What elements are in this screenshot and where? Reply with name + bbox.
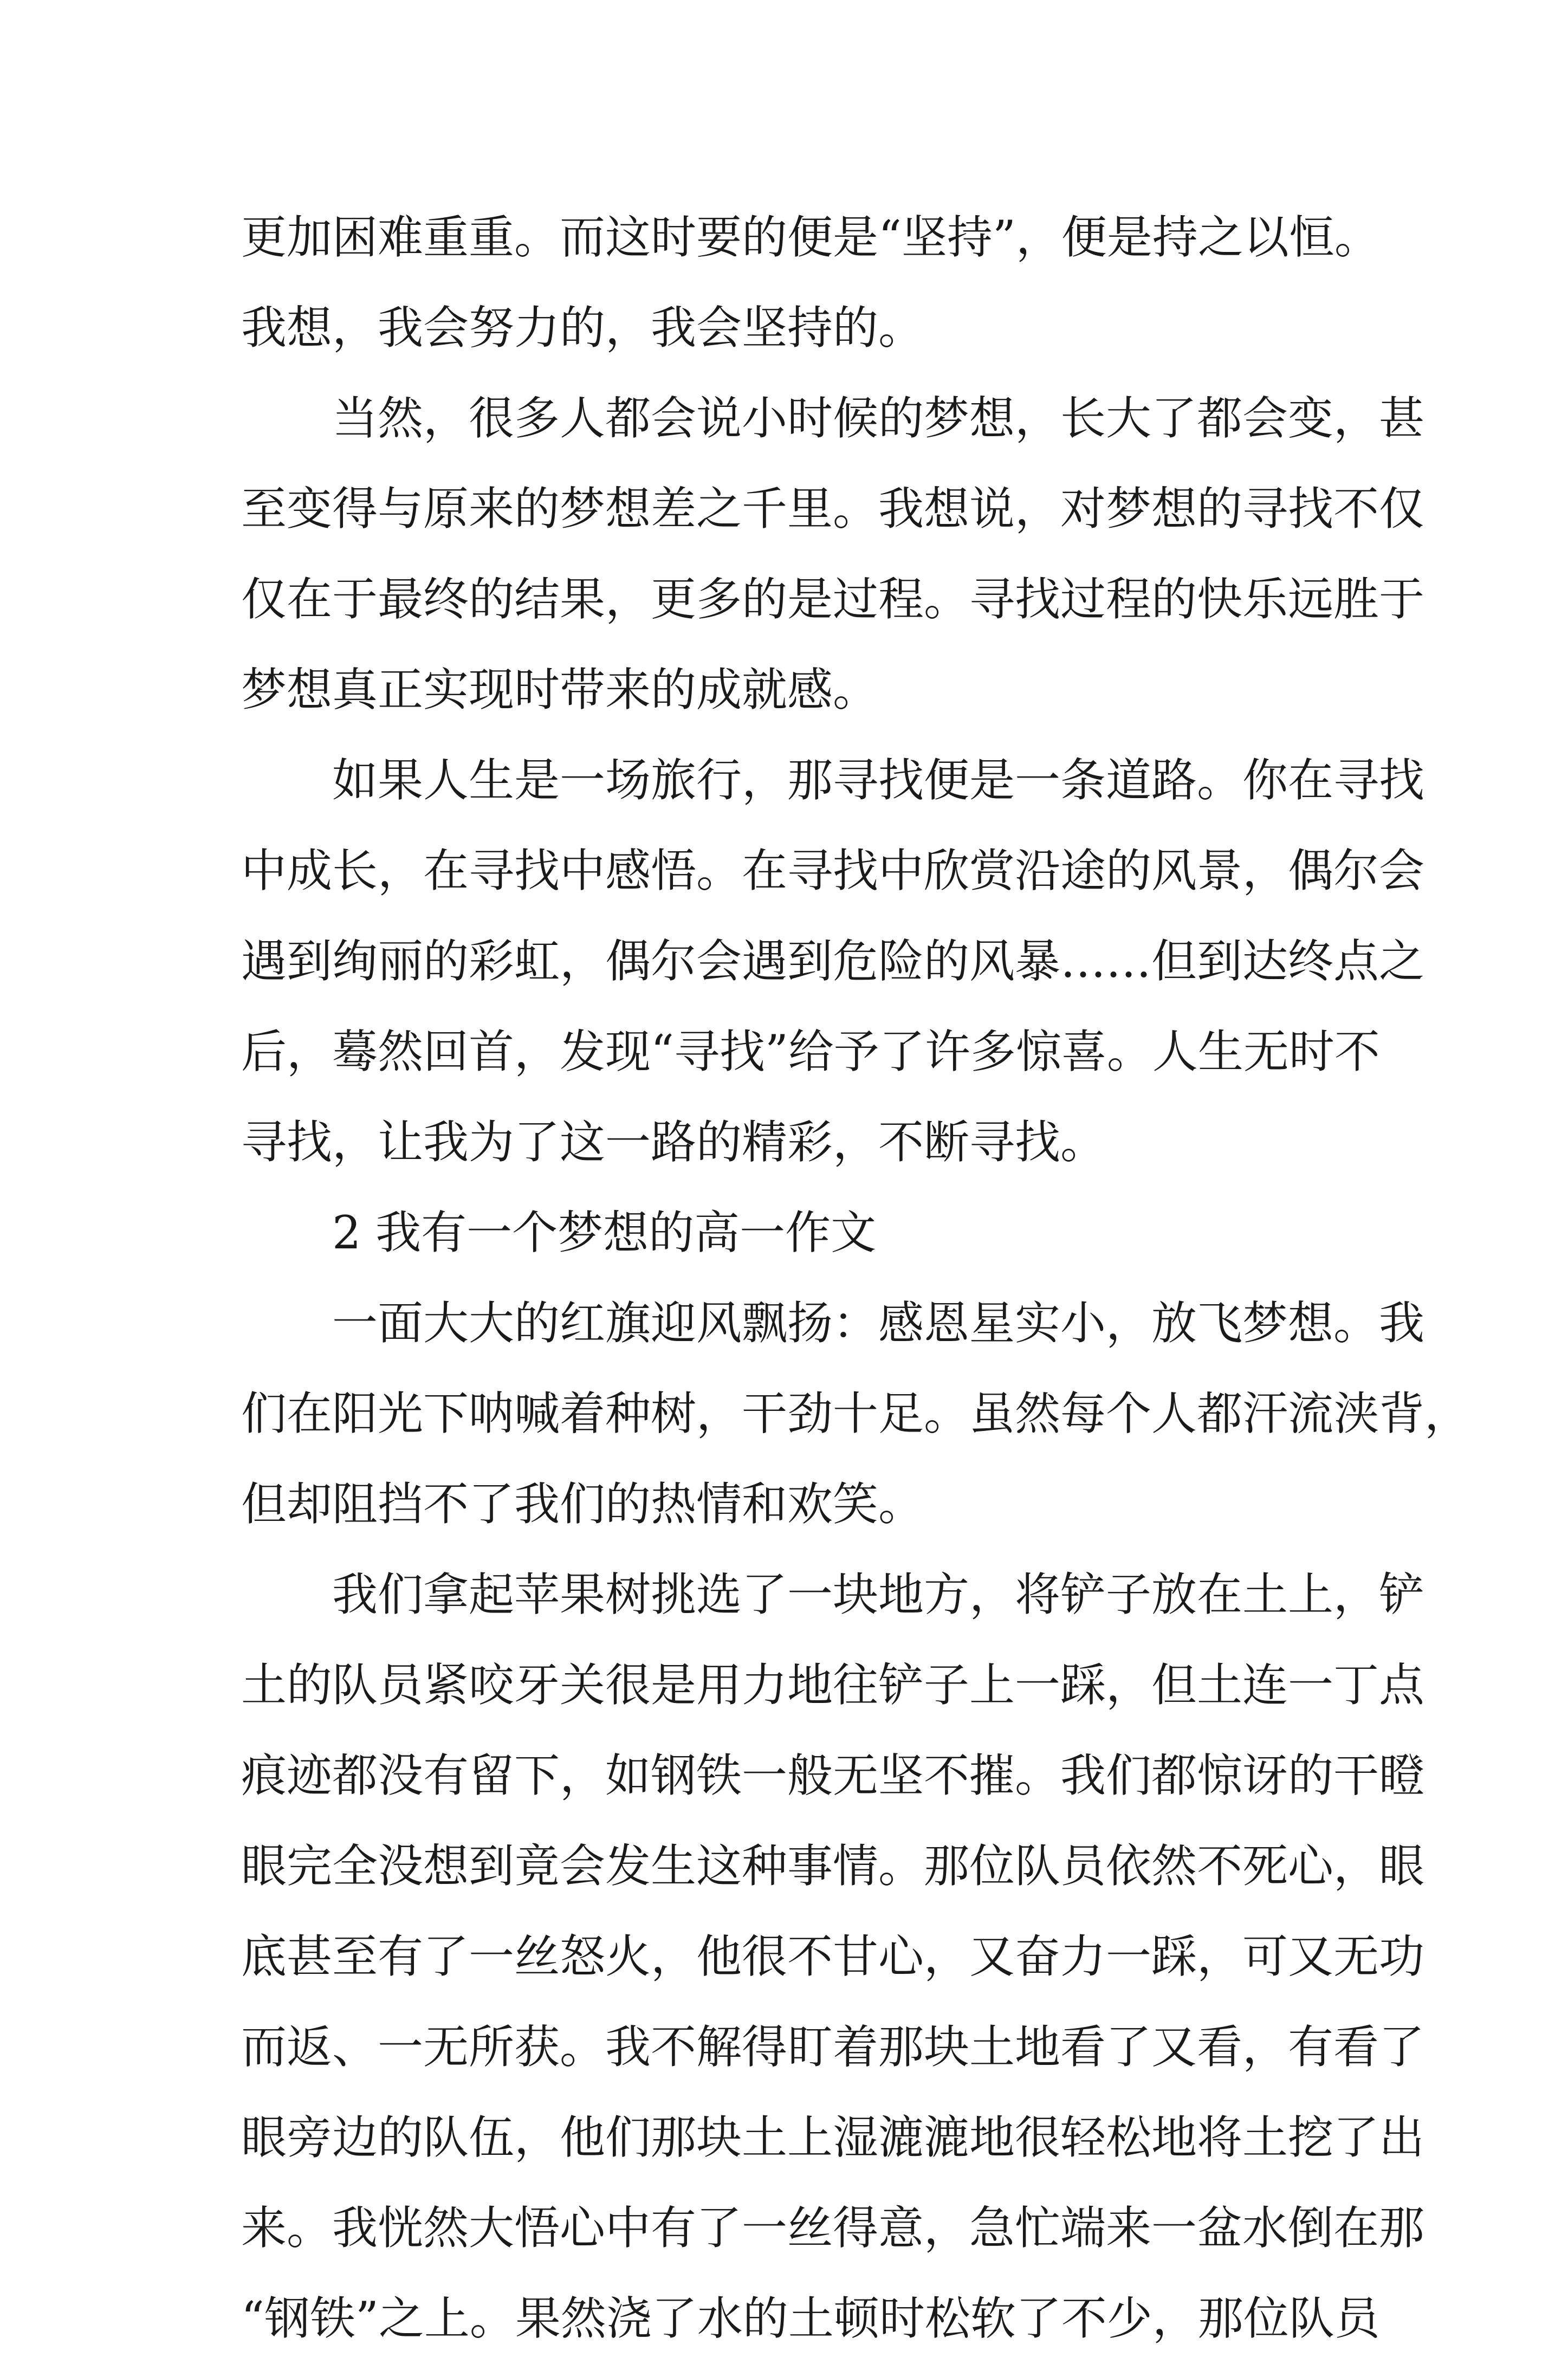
paragraph [241,373,1425,735]
text-line: 但却阻挡不了我们的热情和欢笑。 [241,1478,924,1531]
paragraph [241,1188,1341,1278]
text-line: 一面大大的红旗迎风飘扬：感恩星实小，放飞梦想。我 [332,1297,1425,1350]
text-line: 我们拿起苹果树挑选了一块地方，将铲子放在土上，铲 [332,1568,1425,1621]
paragraph [241,1278,1470,1550]
text-line: 如果人生是一场旅行，那寻找便是一条道路。你在寻找 [332,754,1425,807]
text-line: 当然，很多人都会说小时候的梦想，长大了都会变，甚 [332,392,1425,445]
text-line: 寻找，让我为了这一路的精彩，不断寻找。 [241,1116,1106,1169]
paragraph [241,192,1380,373]
text-line: 痕迹都没有留下，如钢铁一般无坚不摧。我们都惊讶的干瞪 [241,1749,1425,1802]
paragraph [241,1550,1425,2364]
text-line: 遇到绚丽的彩虹，偶尔会遇到危险的风暴……但到达终点之 [241,935,1425,988]
text-line: 们在阳光下呐喊着种树，干劲十足。虽然每个人都汗流浃背， [241,1387,1470,1440]
text-line: 土的队员紧咬牙关很是用力地往铲子上一踩，但土连一丁点 [241,1659,1425,1712]
text-line: 至变得与原来的梦想差之千里。我想说，对梦想的寻找不仅 [241,482,1425,535]
text-line: 仅在于最终的结果，更多的是过程。寻找过程的快乐远胜于 [241,573,1425,626]
text-line: 中成长，在寻找中感悟。在寻找中欣赏沿途的风景，偶尔会 [241,844,1425,897]
text-line: 眼完全没想到竟会发生这种事情。那位队员依然不死心，眼 [241,1840,1425,1893]
text-line: 后，蓦然回首，发现“寻找”给予了许多惊喜。人生无时不 [241,1025,1380,1078]
text-line: 眼旁边的队伍，他们那块土上湿漉漉地很轻松地将土挖了出 [241,2111,1425,2164]
text-line: 底甚至有了一丝怒火，他很不甘心，又奋力一踩，可又无功 [241,1930,1425,1983]
paragraph [241,735,1425,1188]
text-line: 梦想真正实现时带来的成就感。 [241,663,879,716]
text-line: “钢铁”之上。果然浇了水的土顿时松软了不少，那位队员 [241,2292,1380,2345]
text-line: 而返、一无所获。我不解得盯着那块土地看了又看，有看了 [241,2020,1425,2074]
document-body [241,192,1470,2364]
text-line: 来。我恍然大悟心中有了一丝得意，急忙端来一盆水倒在那 [241,2201,1425,2255]
text-line: 2 我有一个梦想的高一作文 [332,1206,877,1259]
text-line: 更加困难重重。而这时要的便是“坚持”，便是持之以恒。 [241,211,1380,264]
text-line: 我想，我会努力的，我会坚持的。 [241,301,924,354]
